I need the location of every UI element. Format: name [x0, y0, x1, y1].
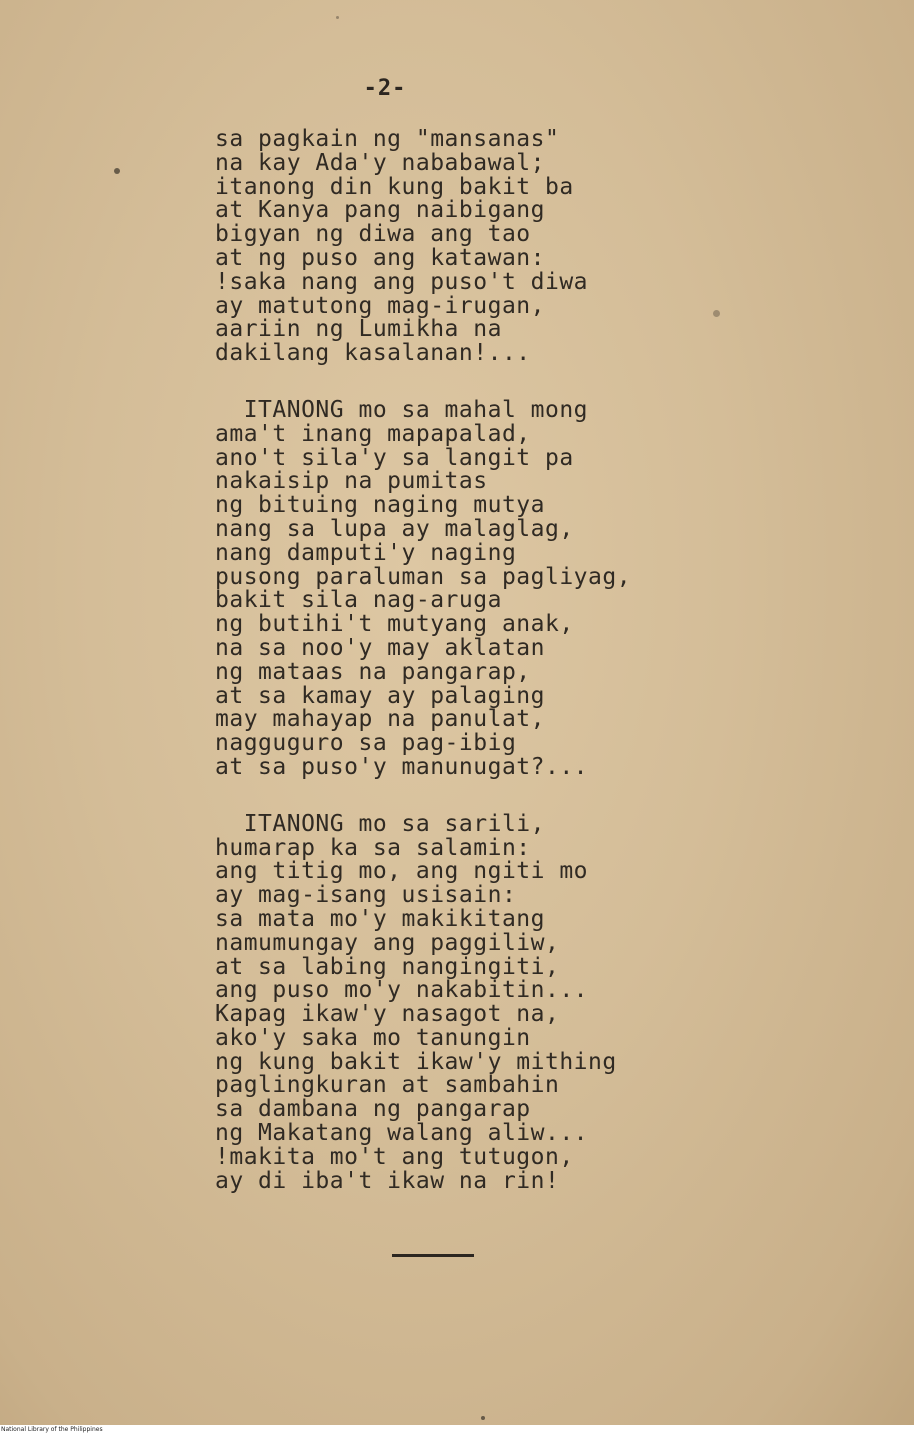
poem-line: sa mata mo'y makikitang	[215, 905, 545, 932]
poem-line: ay mag-isang usisain:	[215, 882, 517, 909]
poem-line: bigyan ng diwa ang tao	[215, 221, 531, 248]
poem-line: paglingkuran at sambahin	[215, 1072, 560, 1099]
poem-line: ay matutong mag-irugan,	[215, 292, 545, 319]
poem-line: ama't inang mapapalad,	[215, 420, 531, 447]
poem-line: itanong din kung bakit ba	[215, 173, 574, 200]
footer-credit: National Library of the Philippines	[1, 1426, 103, 1433]
poem-line: at sa kamay ay palaging	[215, 682, 545, 709]
poem-line: ng butihi't mutyang anak,	[215, 611, 574, 638]
poem-line: ng mataas na pangarap,	[215, 658, 531, 685]
poem-line: pusong paraluman sa pagliyag,	[215, 563, 632, 590]
poem-line: !makita mo't ang tutugon,	[215, 1143, 574, 1170]
poem-line: ako'y saka mo tanungin	[215, 1024, 531, 1051]
poem-line: dakilang kasalanan!...	[215, 340, 531, 367]
poem-line: ng bituing naging mutya	[215, 492, 545, 519]
poem-line: ang puso mo'y nakabitin...	[215, 977, 589, 1004]
poem-line: sa dambana ng pangarap	[215, 1096, 531, 1123]
footer-strip	[0, 1425, 914, 1433]
stanza-1	[215, 128, 875, 366]
poem-line: humarap ka sa salamin:	[215, 834, 531, 861]
poem-line: ay di iba't ikaw na rin!	[215, 1167, 560, 1194]
closing-rule	[392, 1254, 474, 1257]
poem-line: Kapag ikaw'y nasagot na,	[215, 1001, 560, 1028]
poem-line: !saka nang ang puso't diwa	[215, 268, 589, 295]
poem-body	[215, 128, 875, 1193]
poem-line: at sa puso'y manunugat?...	[215, 753, 589, 780]
ink-speck	[114, 168, 120, 174]
poem-line: ano't sila'y sa langit pa	[215, 444, 574, 471]
ink-speck	[336, 16, 339, 19]
poem-line: na sa noo'y may aklatan	[215, 634, 545, 661]
poem-line: ng kung bakit ikaw'y mithing	[215, 1048, 617, 1075]
poem-line: nakaisip na pumitas	[215, 468, 488, 495]
page-number: -2-	[363, 76, 407, 101]
poem-line: may mahayap na panulat,	[215, 706, 545, 733]
poem-line: ITANONG mo sa mahal mong	[215, 396, 589, 423]
poem-line: bakit sila nag-aruga	[215, 587, 502, 614]
poem-line: at sa labing nangingiti,	[215, 953, 560, 980]
stanza-3	[215, 810, 875, 1194]
poem-line: namumungay ang paggiliw,	[215, 929, 560, 956]
poem-line: sa pagkain ng "mansanas"	[215, 126, 560, 152]
poem-line: at ng puso ang katawan:	[215, 244, 545, 271]
poem-line: nang sa lupa ay malaglag,	[215, 515, 574, 542]
ink-speck	[713, 310, 720, 317]
poem-line: nang damputi'y naging	[215, 539, 517, 566]
ink-speck	[481, 1416, 485, 1420]
poem-line: na kay Ada'y nababawal;	[215, 149, 545, 176]
poem-line: nagguguro sa pag-ibig	[215, 730, 517, 757]
poem-line: ng Makatang walang aliw...	[215, 1120, 589, 1147]
poem-line: ang titig mo, ang ngiti mo	[215, 858, 589, 885]
stanza-2	[215, 396, 875, 780]
poem-line: ITANONG mo sa sarili,	[215, 810, 545, 837]
poem-line: aariin ng Lumikha na	[215, 316, 502, 343]
poem-line: at Kanya pang naibigang	[215, 197, 545, 224]
